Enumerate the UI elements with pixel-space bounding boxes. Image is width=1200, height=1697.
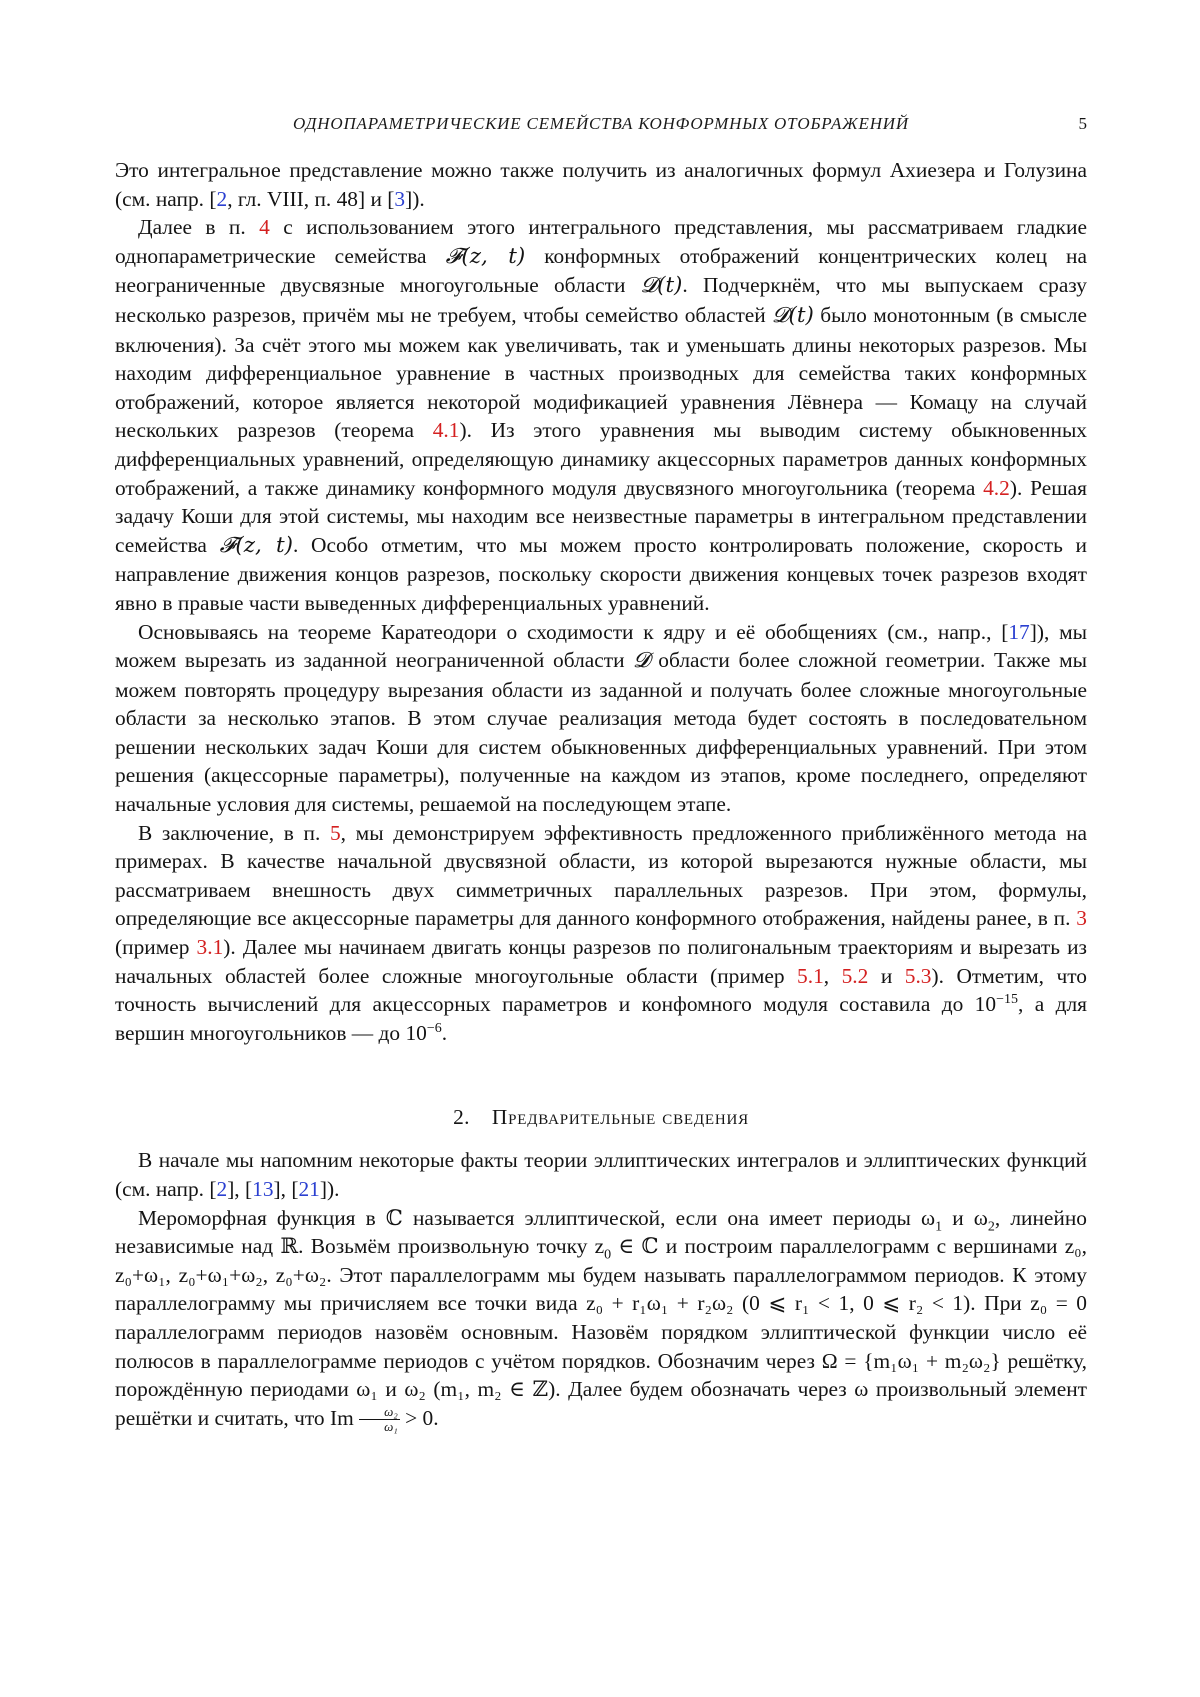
- citation-link[interactable]: 2: [216, 186, 228, 211]
- paragraph-2: Далее в п. 4 с использованием этого интегрального представления, мы рассматриваем гладкие однопараметрические семейства 𝓕(z, t) конформных отображений концентрических колец на неограниченные двусвязные многоугольные области 𝓓(t). Подчеркнём, что мы выпускаем сразу несколько разрезов, причём мы не требуем, чтобы семейство областей 𝓓(t) было монотонным (в смысле включения). За счёт этого мы можем как увеличивать, так и уменьшать длины некоторых разрезов. Мы находим дифференциальное уравнение в частных производных для семейства таких конформных отображений, которое является некоторой модификацией уравнения Лёвнера — Комацу на случай нескольких разрезов (теорема 4.1). Из этого уравнения мы выводим систему обыкновенных дифференциальных уравнений, определяющую динамику акцессорных параметров данных конформных отображений, а также динамику конформного модуля двусвязного многоугольника (теорема 4.2). Решая задачу Коши для этой системы, мы находим все неизвестные параметры в интегральном представлении семейства 𝓕(z, t). Особо отметим, что мы можем просто контролировать положение, скорость и направление движения концов разрезов, поскольку скорости движения концевых точек разрезов входят явно в правые части выведенных дифференциальных уравнений.: [115, 215, 1088, 615]
- exponent: −6: [426, 1020, 442, 1036]
- example-link[interactable]: 5.1: [797, 963, 824, 988]
- section-title: Предварительные сведения: [491, 1105, 749, 1130]
- math-inline: 𝓓(t): [640, 273, 683, 299]
- subscript: 0: [604, 1247, 612, 1263]
- citation-link[interactable]: 3: [394, 186, 406, 211]
- citation-link[interactable]: 21: [298, 1177, 320, 1201]
- math-inline: 𝓓: [633, 648, 650, 674]
- subscript: 2: [987, 1218, 995, 1234]
- body-text: [115, 156, 1087, 1434]
- example-link[interactable]: 5.3: [904, 963, 932, 988]
- example-link[interactable]: 3.1: [196, 935, 224, 960]
- theorem-link[interactable]: 4.1: [432, 418, 460, 443]
- citation-link[interactable]: 2: [216, 1177, 228, 1201]
- math-inline: 𝓕(z, t): [445, 243, 526, 269]
- document-page: [115, 100, 1087, 1434]
- section-heading: [115, 1105, 1087, 1130]
- theorem-link[interactable]: 4.2: [983, 475, 1010, 500]
- subscript: 1: [935, 1218, 943, 1234]
- paragraph-4: В заключение, в п. 5, мы демонстрируем эффективность предложенного приближённого метода на примерах. В качестве начальной двусвязной области, из которой вырезаются нужные области, мы рассматриваем внешность двух симметричных параллельных разрезов. При этом, формулы, определяющие все акцессорные параметры для данного конформного отображения, найдены ранее, в п. 3 (пример 3.1). Далее мы начинаем двигать концы разрезов по полигональным траекториям и вырезать из начальных областей более сложные многоугольные области (пример 5.1, 5.2 и 5.3). Отметим, что точность вычислений для акцессорных параметров и конфомного модуля составила до $10^{-15}$, а для вершин многоугольников — до $10^{-6}$.: [115, 820, 1088, 1045]
- paragraph-1: Это интегральное представление можно также получить из аналогичных формул Ахиезера и Голузина (см. напр. [2, гл. VIII, п. 48] и [3]).: [115, 158, 1087, 211]
- paragraph-6: Мероморфная функция в ℂ называется эллиптической, если она имеет периоды $\omega_1$ и $\omega_2$, линейно независимые над ℝ. Возьмём произвольную точку $z_0$ ∈ ℂ и построим параллелограмм с вершинами z₀, z₀+ω₁, z₀+ω₁+ω₂, z₀+ω₂. Этот параллелограмм мы будем называть параллелограммом периодов. К этому параллелограмму мы причисляем все точки вида z₀ + r₁ω₁ + r₂ω₂ (0 ⩽ r₁ < 1, 0 ⩽ r₂ < 1). При z₀ = 0 параллелограмм периодов назовём основным. Назовём порядком эллиптической функции число её полюсов в параллелограмме периодов с учётом порядков. Обозначим через Ω = {m₁ω₁ + m₂ω₂} решётку, порождённую периодами ω₁ и ω₂ (m₁, m₂ ∈ ℤ). Далее будем обозначать через ω произвольный элемент решётки и считать, что Im $\frac{\text{ω₂}}{\text{ω₁}}$ > 0.: [115, 1205, 1087, 1434]
- running-title: ОДНОПАРАМЕТРИЧЕСКИЕ СЕМЕЙСТВА КОНФОРМНЫХ ОТОБРАЖЕНИЙ: [293, 114, 909, 133]
- section-link[interactable]: 4: [259, 215, 270, 240]
- exponent: −15: [996, 992, 1018, 1008]
- citation-link[interactable]: 13: [252, 1177, 274, 1201]
- section-link[interactable]: 5: [329, 820, 341, 845]
- page-number: 5: [1078, 114, 1087, 133]
- running-header: [115, 100, 1087, 140]
- fraction: $\frac{\text{ω₂}}{\text{ω₁}}$: [359, 1405, 400, 1434]
- math-inline: 𝓓(t): [772, 302, 814, 328]
- section-number: 2.: [453, 1105, 470, 1130]
- paragraph-5: В начале мы напомним некоторые факты теории эллиптических интегралов и эллиптических функций (см. напр. [2], [13], [21]).: [115, 1148, 1087, 1201]
- section-link[interactable]: 3: [1076, 906, 1087, 931]
- paragraph-3: Основываясь на теореме Каратеодори о сходимости к ядру и её обобщениях (см., напр., [17]), мы можем вырезать из заданной неограниченной области 𝓓 области более сложной геометрии. Также мы можем повторять процедуру вырезания области из заданной и получать более сложные многоугольные области за несколько этапов. В этом случае реализация метода будет состоять в последовательном решении нескольких задач Коши для систем обыкновенных дифференциальных уравнений. При этом решения (акцессорные параметры), полученные на каждом из этапов, кроме последнего, определяют начальные условия для системы, решаемой на последующем этапе.: [115, 619, 1087, 817]
- example-link[interactable]: 5.2: [841, 963, 869, 988]
- math-inline: 𝓕(z, t): [219, 532, 293, 558]
- citation-link[interactable]: 17: [1008, 619, 1030, 644]
